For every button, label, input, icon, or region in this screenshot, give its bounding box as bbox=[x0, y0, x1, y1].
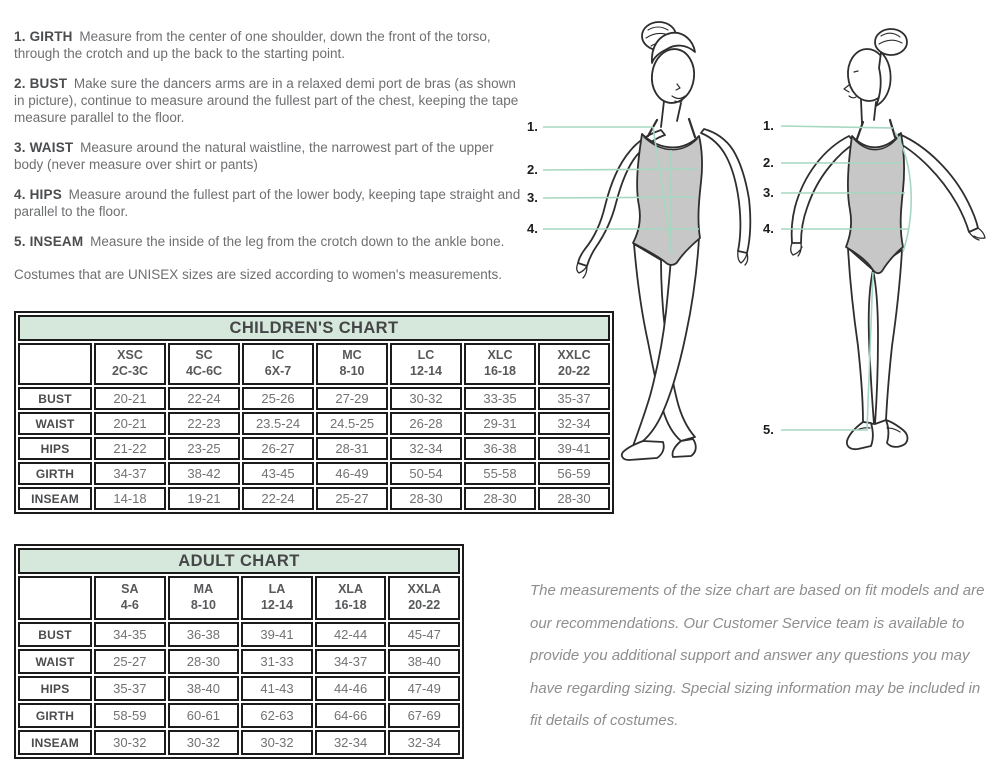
size-code: LC bbox=[417, 348, 435, 363]
size-value-cell: 46-49 bbox=[316, 462, 388, 485]
size-value-cell: 39-41 bbox=[538, 437, 610, 460]
chart-title: CHILDREN'S CHART bbox=[18, 315, 610, 341]
callout-label: 1. bbox=[763, 118, 774, 133]
callout-label: 1. bbox=[527, 119, 538, 134]
size-value-cell: 35-37 bbox=[538, 387, 610, 410]
size-value-cell: 33-35 bbox=[464, 387, 536, 410]
column-header-xlc bbox=[464, 343, 536, 385]
instruction-5: 5. INSEAM Measure the inside of the leg from the crotch down to the ankle bone. bbox=[14, 234, 505, 249]
measurement-row-inseam bbox=[18, 487, 610, 510]
instruction-label: 1. GIRTH bbox=[14, 29, 73, 44]
size-value-cell: 36-38 bbox=[464, 437, 536, 460]
instruction-label: 3. WAIST bbox=[14, 140, 74, 155]
instruction-1: 1. GIRTH Measure from the center of one shoulder, down the front of the torso, through the crotch and up the back to the starting point. bbox=[14, 29, 491, 61]
column-header-ic bbox=[242, 343, 314, 385]
size-value-cell: 22-24 bbox=[168, 387, 240, 410]
row-label: INSEAM bbox=[18, 487, 92, 510]
size-range: 20-22 bbox=[408, 598, 441, 612]
column-header-row bbox=[18, 576, 460, 620]
row-label: BUST bbox=[18, 622, 92, 647]
size-value-cell: 44-46 bbox=[315, 676, 387, 701]
column-header-mc bbox=[316, 343, 388, 385]
column-header-la bbox=[241, 576, 313, 620]
instruction-2: 2. BUST Make sure the dancers arms are in a relaxed demi port de bras (as shown in picture), continue to measure around the fullest part of the chest, keeping the tape measure parallel to the floor. bbox=[14, 76, 519, 125]
measurement-row-girth bbox=[18, 462, 610, 485]
callout-label: 5. bbox=[763, 422, 774, 437]
row-label: BUST bbox=[18, 387, 92, 410]
size-value-cell: 50-54 bbox=[390, 462, 462, 485]
size-value-cell: 35-37 bbox=[94, 676, 166, 701]
size-range: 8-10 bbox=[190, 598, 216, 612]
column-header-lc bbox=[390, 343, 462, 385]
size-code: MA bbox=[193, 582, 214, 597]
measuring-instructions bbox=[14, 28, 524, 283]
row-label: INSEAM bbox=[18, 730, 92, 755]
size-value-cell: 20-21 bbox=[94, 412, 166, 435]
size-value-cell: 64-66 bbox=[315, 703, 387, 728]
unisex-note: Costumes that are UNISEX sizes are sized according to women's measurements. bbox=[14, 267, 503, 282]
corner-cell bbox=[18, 576, 92, 620]
size-range: 4-6 bbox=[120, 598, 139, 612]
size-range: 8-10 bbox=[339, 364, 365, 378]
size-value-cell: 41-43 bbox=[241, 676, 313, 701]
callout-label: 3. bbox=[763, 185, 774, 200]
size-range: 2C-3C bbox=[111, 364, 149, 378]
callout-label: 2. bbox=[527, 162, 538, 177]
measurement-row-bust bbox=[18, 387, 610, 410]
size-value-cell: 45-47 bbox=[388, 622, 460, 647]
size-range: 6X-7 bbox=[264, 364, 292, 378]
size-value-cell: 23-25 bbox=[168, 437, 240, 460]
row-label: WAIST bbox=[18, 412, 92, 435]
measurement-row-bust bbox=[18, 622, 460, 647]
size-value-cell: 28-30 bbox=[464, 487, 536, 510]
size-code: XLA bbox=[338, 582, 364, 597]
column-header-xsc bbox=[94, 343, 166, 385]
back-dancer-figure bbox=[791, 29, 985, 449]
size-value-cell: 22-23 bbox=[168, 412, 240, 435]
size-value-cell: 30-32 bbox=[168, 730, 240, 755]
ballet-slipper bbox=[672, 439, 695, 457]
size-value-cell: 27-29 bbox=[316, 387, 388, 410]
size-value-cell: 32-34 bbox=[538, 412, 610, 435]
ballet-slipper bbox=[622, 441, 664, 460]
column-header-row bbox=[18, 343, 610, 385]
size-value-cell: 32-34 bbox=[315, 730, 387, 755]
measurement-row-hips bbox=[18, 437, 610, 460]
size-value-cell: 26-28 bbox=[390, 412, 462, 435]
ballet-slipper bbox=[886, 420, 907, 447]
row-label: HIPS bbox=[18, 437, 92, 460]
size-code: XXLC bbox=[557, 348, 591, 363]
size-value-cell: 43-45 bbox=[242, 462, 314, 485]
size-value-cell: 56-59 bbox=[538, 462, 610, 485]
measurement-row-waist bbox=[18, 412, 610, 435]
adult-size-chart bbox=[14, 544, 464, 759]
column-header-sa bbox=[94, 576, 166, 620]
size-code: MC bbox=[342, 348, 362, 363]
size-value-cell: 24.5-25 bbox=[316, 412, 388, 435]
column-header-ma bbox=[168, 576, 240, 620]
size-value-cell: 55-58 bbox=[464, 462, 536, 485]
size-value-cell: 31-33 bbox=[241, 649, 313, 674]
size-code: SA bbox=[121, 582, 139, 597]
size-code: LA bbox=[268, 582, 286, 597]
row-label: WAIST bbox=[18, 649, 92, 674]
waist-line-front bbox=[543, 197, 696, 198]
size-range: 16-18 bbox=[334, 598, 367, 612]
measurement-row-inseam bbox=[18, 730, 460, 755]
leotard-back bbox=[846, 133, 904, 273]
size-value-cell: 23.5-24 bbox=[242, 412, 314, 435]
size-value-cell: 30-32 bbox=[241, 730, 313, 755]
size-value-cell: 34-35 bbox=[94, 622, 166, 647]
size-value-cell: 28-30 bbox=[390, 487, 462, 510]
bust-line-front bbox=[543, 169, 697, 170]
size-value-cell: 42-44 bbox=[315, 622, 387, 647]
instruction-3: 3. WAIST Measure around the natural waistline, the narrowest part of the upper body (never measure over shirt or pants) bbox=[14, 140, 494, 172]
callout-label: 4. bbox=[763, 221, 774, 236]
chart-title: ADULT CHART bbox=[18, 548, 460, 574]
size-value-cell: 28-31 bbox=[316, 437, 388, 460]
size-value-cell: 22-24 bbox=[242, 487, 314, 510]
size-value-cell: 38-42 bbox=[168, 462, 240, 485]
size-code: IC bbox=[271, 348, 285, 363]
column-header-xxlc bbox=[538, 343, 610, 385]
measurement-row-waist bbox=[18, 649, 460, 674]
callout-label: 4. bbox=[527, 221, 538, 236]
column-header-sc bbox=[168, 343, 240, 385]
childrens-size-chart bbox=[14, 311, 614, 514]
instruction-label: 4. HIPS bbox=[14, 187, 62, 202]
size-value-cell: 34-37 bbox=[94, 462, 166, 485]
callout-label: 2. bbox=[763, 155, 774, 170]
size-value-cell: 67-69 bbox=[388, 703, 460, 728]
size-value-cell: 58-59 bbox=[94, 703, 166, 728]
size-code: SC bbox=[195, 348, 213, 363]
size-value-cell: 30-32 bbox=[94, 730, 166, 755]
size-code: XSC bbox=[117, 348, 143, 363]
row-label: HIPS bbox=[18, 676, 92, 701]
instruction-label: 5. INSEAM bbox=[14, 234, 84, 249]
size-range: 12-14 bbox=[410, 364, 442, 378]
instruction-label: 2. BUST bbox=[14, 76, 68, 91]
row-label: GIRTH bbox=[18, 703, 92, 728]
corner-cell bbox=[18, 343, 92, 385]
size-value-cell: 62-63 bbox=[241, 703, 313, 728]
callout-label: 3. bbox=[527, 190, 538, 205]
size-value-cell: 25-27 bbox=[94, 649, 166, 674]
column-header-xla bbox=[315, 576, 387, 620]
size-value-cell: 14-18 bbox=[94, 487, 166, 510]
size-value-cell: 19-21 bbox=[168, 487, 240, 510]
size-value-cell: 36-38 bbox=[168, 622, 240, 647]
size-code: XXLA bbox=[407, 582, 441, 597]
row-label: GIRTH bbox=[18, 462, 92, 485]
column-header-xxla bbox=[388, 576, 460, 620]
leotard-front bbox=[633, 134, 702, 265]
size-value-cell: 26-27 bbox=[242, 437, 314, 460]
chart-title-row bbox=[18, 315, 610, 341]
size-value-cell: 39-41 bbox=[241, 622, 313, 647]
size-value-cell: 38-40 bbox=[388, 649, 460, 674]
fit-model-note: The measurements of the size chart are based on fit models and are our recommendations. Our Customer Service team is available to provide you additional support and answer any questions you may have regarding sizing. Special sizing information may be included in fit details of costumes. bbox=[530, 582, 985, 729]
size-value-cell: 28-30 bbox=[538, 487, 610, 510]
size-value-cell: 47-49 bbox=[388, 676, 460, 701]
size-value-cell: 38-40 bbox=[168, 676, 240, 701]
instruction-4: 4. HIPS Measure around the fullest part of the lower body, keeping tape straight and parallel to the floor. bbox=[14, 187, 521, 219]
size-value-cell: 29-31 bbox=[464, 412, 536, 435]
size-range: 20-22 bbox=[558, 364, 590, 378]
size-value-cell: 25-26 bbox=[242, 387, 314, 410]
size-value-cell: 25-27 bbox=[316, 487, 388, 510]
size-value-cell: 32-34 bbox=[388, 730, 460, 755]
measurement-row-hips bbox=[18, 676, 460, 701]
size-code: XLC bbox=[487, 348, 513, 363]
size-value-cell: 32-34 bbox=[390, 437, 462, 460]
size-range: 12-14 bbox=[260, 598, 293, 612]
size-range: 4C-6C bbox=[185, 364, 223, 378]
ballet-slipper bbox=[847, 422, 873, 449]
chart-title-row bbox=[18, 548, 460, 574]
size-value-cell: 21-22 bbox=[94, 437, 166, 460]
size-value-cell: 28-30 bbox=[168, 649, 240, 674]
size-value-cell: 20-21 bbox=[94, 387, 166, 410]
size-value-cell: 34-37 bbox=[315, 649, 387, 674]
size-value-cell: 60-61 bbox=[168, 703, 240, 728]
measurement-row-girth bbox=[18, 703, 460, 728]
size-range: 16-18 bbox=[484, 364, 516, 378]
size-value-cell: 30-32 bbox=[390, 387, 462, 410]
